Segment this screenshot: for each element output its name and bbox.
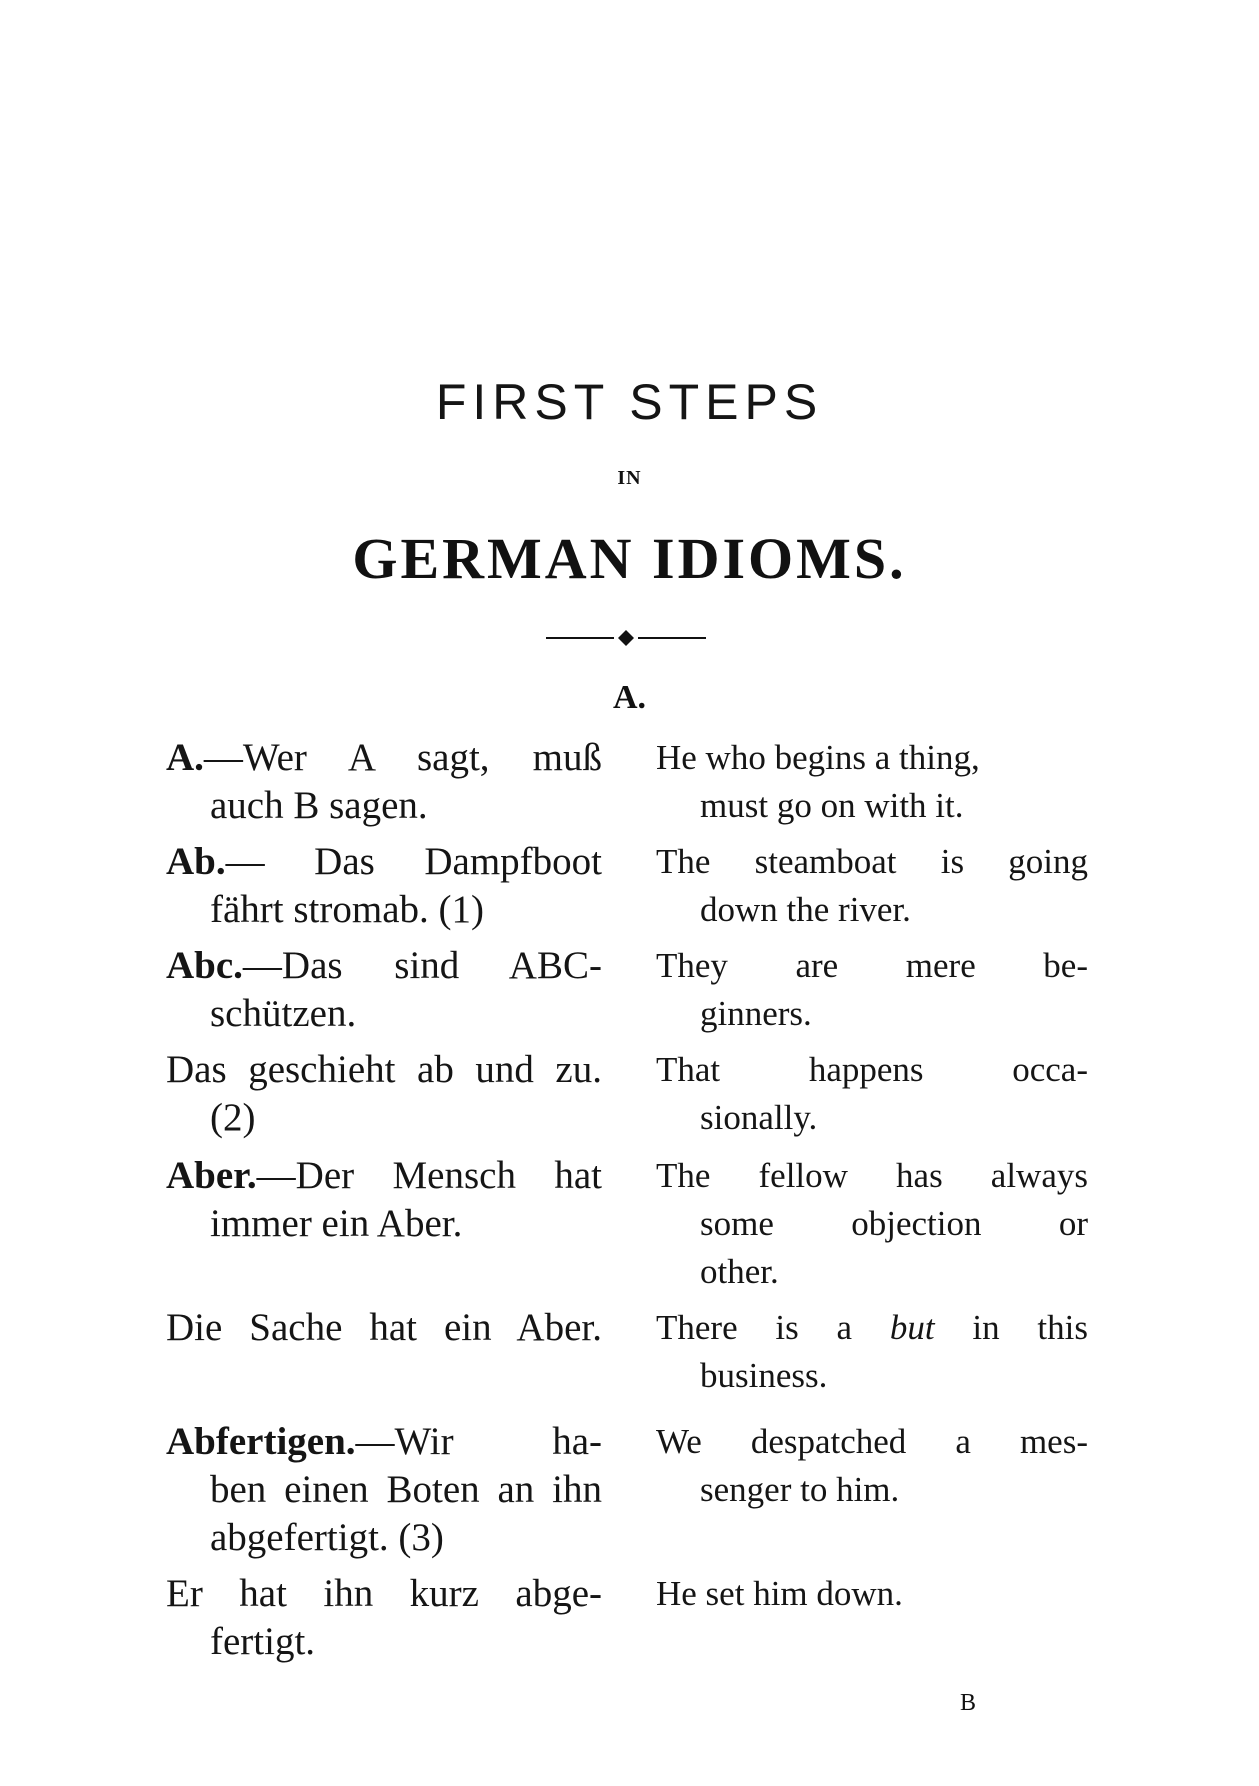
ornament-divider	[546, 626, 706, 650]
entry-keyword: Ab.	[166, 840, 226, 883]
entry-english-line: They are mere be-	[656, 946, 1088, 985]
entry-english-cont: other.	[700, 1252, 779, 1291]
entry-english-cont: some objection or	[700, 1204, 1088, 1243]
entry-german-text: Das geschieht ab und zu.	[166, 1048, 602, 1091]
entry-keyword: Aber.	[166, 1154, 257, 1197]
entry-german	[166, 1304, 602, 1352]
entry-english-cont: must go on with it.	[700, 786, 964, 825]
entry-english-cont: down the river.	[700, 890, 911, 929]
entry-english-cont: ginners.	[700, 994, 812, 1033]
entry-german-text: Die Sache hat ein Aber.	[166, 1306, 602, 1349]
entry-english	[656, 1152, 1088, 1296]
entry-english-italic: but	[889, 1308, 935, 1347]
entry-english	[656, 1418, 1088, 1514]
entry-german-cont: immer ein Aber.	[210, 1202, 463, 1245]
entry-german-cont: schützen.	[210, 992, 357, 1035]
entry-english-line: The fellow has always	[656, 1156, 1088, 1195]
page-signature: B	[960, 1690, 977, 1716]
entry-german-cont: auch B sagen.	[210, 784, 428, 827]
entry-german-cont: fährt stromab. (1)	[210, 888, 484, 931]
section-letter: A.	[612, 679, 647, 716]
entry-english-cont: business.	[700, 1356, 828, 1395]
entry-english-line: There is a	[656, 1308, 853, 1347]
entry-german	[166, 942, 602, 1038]
entry-english-line: We despatched a mes-	[656, 1422, 1088, 1461]
entry-english	[656, 838, 1088, 934]
entry-german	[166, 734, 602, 830]
entry-english	[656, 1304, 1088, 1400]
entry-english-line: That happens occa-	[656, 1050, 1088, 1089]
entry-german-text: — Das Dampfboot	[225, 840, 602, 883]
entry-english-line: in this	[972, 1308, 1088, 1347]
entry-english-line: He set him down.	[656, 1574, 903, 1613]
entry-german	[166, 1570, 602, 1666]
entry-english	[656, 942, 1088, 1038]
entry-english-line: He who begins a thing,	[656, 738, 980, 777]
entry-keyword: Abc.	[166, 944, 243, 987]
entry-german-text: —Wir ha-	[355, 1420, 602, 1463]
entry-german-cont: ben einen Boten an ihn	[210, 1468, 602, 1511]
entry-german	[166, 838, 602, 934]
entry-german-text: —Das sind ABC-	[242, 944, 602, 987]
entry-keyword: A.	[166, 736, 204, 779]
title-in: IN	[617, 467, 642, 489]
entry-english	[656, 1570, 1088, 1618]
entry-german-cont: fertigt.	[210, 1620, 316, 1663]
entry-german	[166, 1152, 602, 1248]
entry-english	[656, 734, 1088, 830]
entry-keyword: Abfertigen.	[166, 1420, 356, 1463]
entry-german-text: Er hat ihn kurz abge-	[166, 1572, 602, 1615]
entry-english-cont: senger to him.	[700, 1470, 900, 1509]
entry-german-text: —Der Mensch hat	[256, 1154, 602, 1197]
entry-german-cont: abgefertigt. (3)	[210, 1516, 444, 1559]
entry-german-cont: (2)	[210, 1096, 256, 1139]
entry-german-text: —Wer A sagt, muß	[203, 736, 602, 779]
title-german-idioms: GERMAN IDIOMS.	[352, 526, 907, 591]
entry-english-cont: sionally.	[700, 1098, 818, 1137]
entry-german	[166, 1418, 602, 1562]
title-first-steps: FIRST STEPS	[435, 374, 824, 430]
entry-english-line: The steamboat is going	[656, 842, 1088, 881]
entry-german	[166, 1046, 602, 1142]
entry-english	[656, 1046, 1088, 1142]
